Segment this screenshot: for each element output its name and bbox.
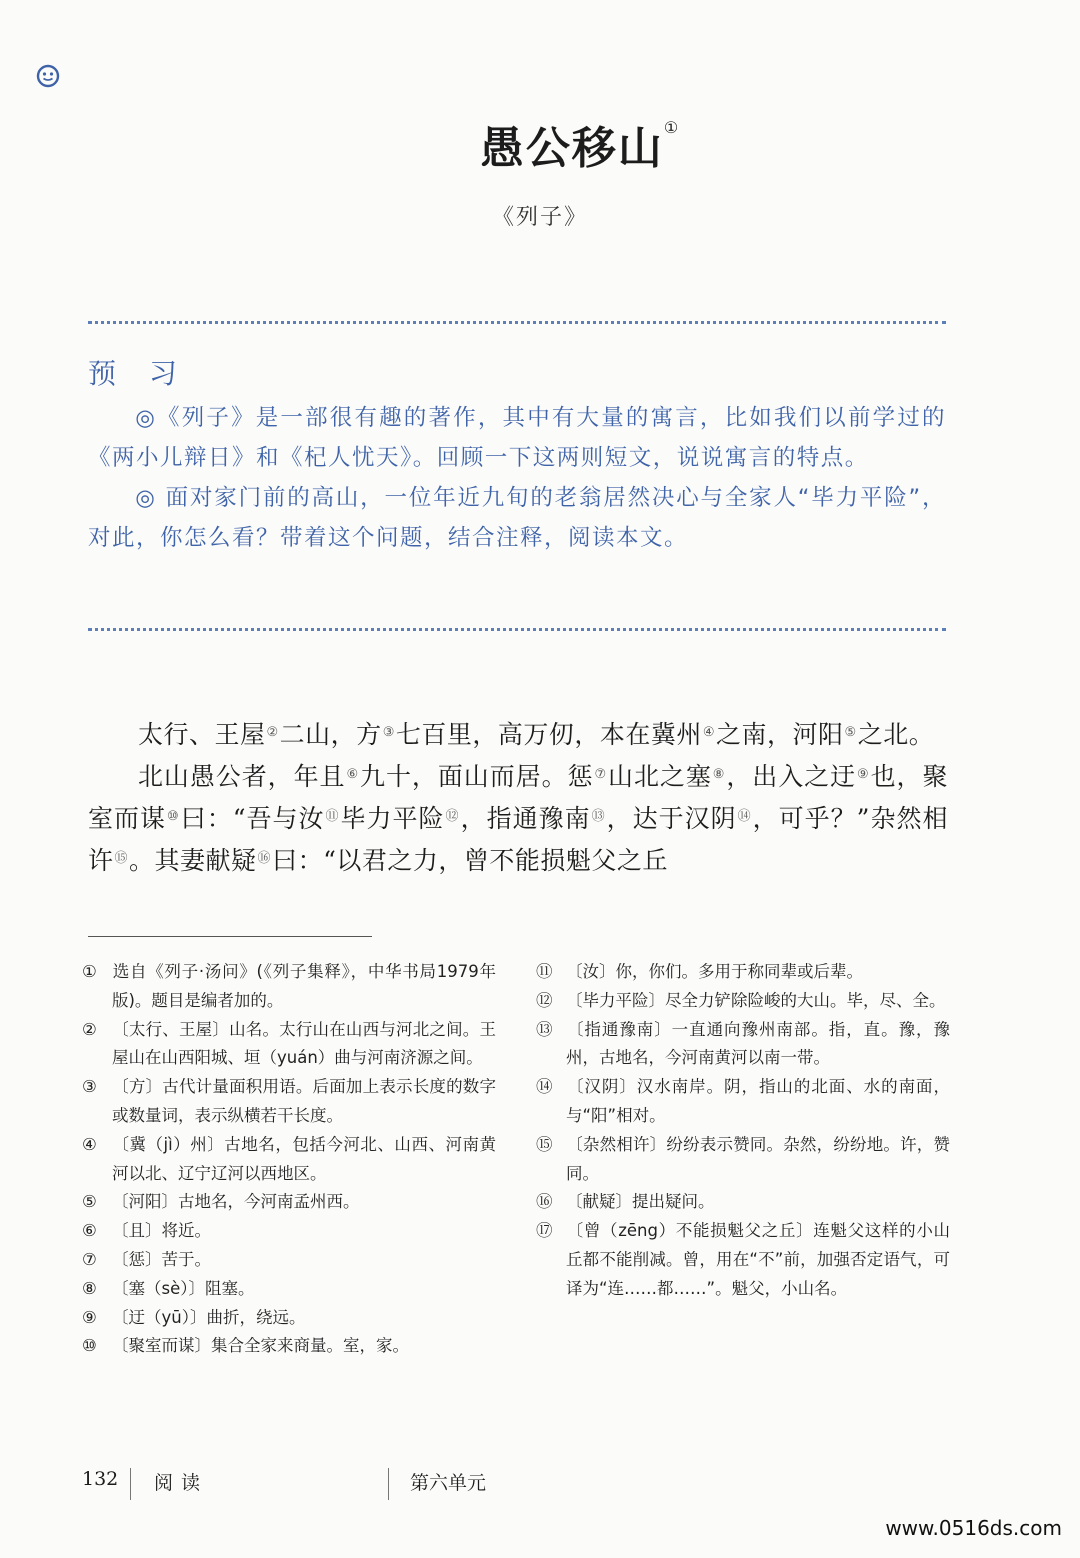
text-paragraph-1: 太行、王屋②二山，方③七百里，高万仞，本在冀州④之南，河阳⑤之北。 (138, 720, 935, 749)
footnote: ③ 〔方〕古代计量面积用语。后面加上表示长度的数字或数量词，表示纵横若干长度。 (82, 1077, 496, 1125)
preview-paragraph: ◎《列子》是一部很有趣的著作，其中有大量的寓言，比如我们以前学过的《两小儿辩日》和《杞人忧天》。回顾一下这两则短文，说说寓言的特点。 (88, 405, 946, 471)
footnote: ⑭ 〔汉阴〕汉水南岸。阴，指山的北面、水的南面，与“阳”相对。 (536, 1077, 950, 1125)
footnote: ⑮ 〔杂然相许〕纷纷表示赞同。杂然，纷纷地。许，赞同。 (536, 1134, 950, 1183)
footnote: ⑪ 〔汝〕你，你们。多用于称同辈或后辈。 (536, 962, 863, 981)
footnote: ④ 〔冀（jì）州〕古地名，包括今河北、山西、河南黄河以北、辽宁辽河以西地区。 (82, 1134, 496, 1183)
footnote-marker[interactable]: ⑯ (257, 851, 272, 866)
unit-label: 第六单元 (410, 1472, 487, 1494)
footnote-rule (88, 936, 372, 937)
footnote: ⑫ 〔毕力平险〕尽全力铲除险峻的大山。毕，尽、全。 (536, 990, 946, 1010)
title-footnote-marker[interactable]: ① (663, 118, 681, 137)
footnote: ② 〔太行、王屋〕山名。太行山在山西与河北之间。王屋山在山西阳城、垣（yuán）曲与河南济源之间。 (82, 1019, 496, 1068)
footnote: ⑰ 〔曾（zēng）不能损魁父之丘〕连魁父这样的小山丘都不能削减。曾，用在“不”前，加强否定语气，可译为“连……都……”。魁父，小山名。 (536, 1221, 950, 1298)
footnote: ⑧ 〔塞（sè）〕阻塞。 (82, 1278, 255, 1298)
footnote-marker[interactable]: ⑪ (325, 809, 340, 824)
preview-heading: 预 习 (88, 357, 189, 390)
footnote-marker[interactable]: ⑫ (445, 809, 460, 824)
footnote: ⑤ 〔河阳〕古地名，今河南孟州西。 (82, 1192, 360, 1212)
text-paragraph-2: 北山愚公者，年且⑥九十，面山而居。惩⑦山北之塞⑧，出入之迂⑨也，聚室而谋⑩曰：“吾与汝⑪毕力平险⑫，指通豫南⑬，达于汉阴⑭，可乎？”杂然相许⑮。其妻献疑⑯曰：“以君之力，曾不能损魁父之丘 (88, 762, 948, 875)
page-number: 132 (82, 1468, 119, 1490)
preview-paragraph: ◎ 面对家门前的高山，一位年近九旬的老翁居然决心与全家人“毕力平险”，对此，你怎么看？带着这个问题，结合注释，阅读本文。 (88, 485, 946, 551)
footer-separator (388, 1468, 389, 1500)
footnote: ⑯ 〔献疑〕提出疑问。 (536, 1192, 715, 1212)
footnote-marker[interactable]: ④ (702, 725, 716, 740)
footnote-marker[interactable]: ⑨ (857, 767, 870, 782)
footnote: ⑦ 〔惩〕苦于。 (82, 1249, 211, 1269)
footnote-marker[interactable]: ③ (382, 725, 395, 740)
footnote: ⑬ 〔指通豫南〕一直通向豫州南部。指，直。豫，豫州，古地名，今河南黄河以南一带。 (536, 1019, 950, 1068)
page-title: 愚公移山① (479, 118, 681, 174)
footnote: ⑥ 〔且〕将近。 (82, 1221, 211, 1241)
page-footer (82, 1468, 782, 1498)
footnote-marker[interactable]: ⑧ (712, 767, 726, 782)
footnote-marker[interactable]: ⑮ (114, 851, 129, 866)
dotted-divider-bottom (88, 628, 946, 631)
footnote-marker[interactable]: ⑭ (737, 809, 752, 824)
smiley-icon (36, 64, 60, 88)
footer-separator (130, 1468, 131, 1500)
footnote-marker[interactable]: ⑥ (346, 767, 360, 782)
footnote-marker[interactable]: ⑬ (591, 809, 606, 824)
author-source: 《列子》 (491, 205, 588, 230)
footnote: ⑩ 〔聚室而谋〕集合全家来商量。室，家。 (82, 1336, 409, 1356)
footnote-marker[interactable]: ② (266, 725, 279, 740)
watermark: www.0516ds.com (885, 1516, 1062, 1540)
footnote-marker[interactable]: ⑤ (844, 725, 857, 740)
main-text (88, 714, 948, 882)
footnote-marker[interactable]: ⑦ (594, 767, 608, 782)
title-block (0, 112, 1080, 176)
dotted-divider-top (88, 321, 946, 324)
footnote-marker[interactable]: ⑩ (167, 809, 180, 824)
section-label: 阅读 (154, 1472, 209, 1494)
preview-section (88, 352, 946, 558)
footnotes-right-column (536, 958, 950, 1304)
footnote: ① 选自《列子·汤问》(《列子集释》，中华书局1979年版)。题目是编者加的。 (82, 962, 496, 1010)
footnote: ⑨ 〔迂（yū）〕曲折，绕远。 (82, 1307, 306, 1327)
footnotes-left-column (82, 958, 496, 1361)
